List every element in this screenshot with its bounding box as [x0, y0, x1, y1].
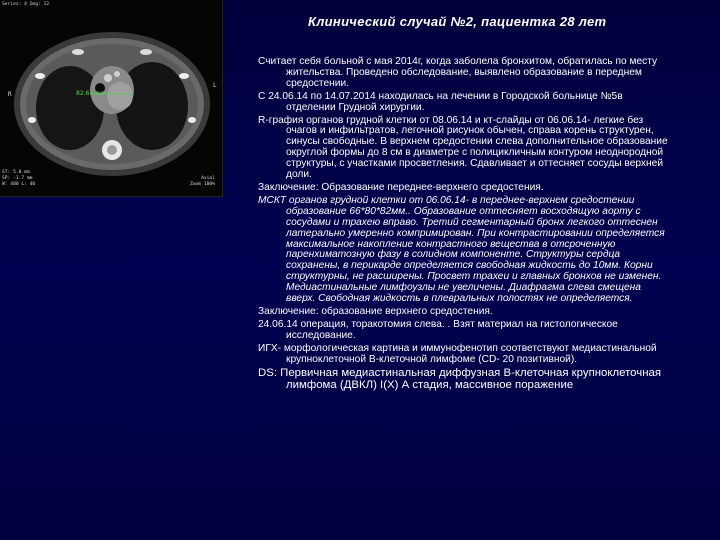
xray-paragraph: R-графия органов грудной клетки от 08.06.14 и кт-слайды от 06.06.14- легкие без очагов и инфильтратов, легочной рисунок обычен, справа корень структурен, синусы свободные. В верхнем средостении слева дополнительное образование округлой формы до 8 см в диаметре с полицикличным контуром неоднородной структуры, с участками просветления. Сдавливает и оттесняет сосуды верхней доли.	[258, 114, 668, 181]
ct-scan-drawing	[0, 0, 222, 196]
msct-paragraph: МСКТ органов грудной клетки от 06.06.14- в переднее-верхнем средостении образование 66*80*82мм.. Образование оттесняет восходящую аорту с сосудами и трахею вправо. Третий сегментарный бронх легкого оттеснен латерально умеренно компримирован. При контрастировании определяется максимальное накопление контрастного вещества в отсроченную паренхиматозную фазу в солидном компоненте. Структуры сердца сохранены, в перикарде определяется свободная жидкость до 10мм. Корни структурны, не расширены. Просвет трахеи и главных бронхов не изменен. Медиастинальные лимфоузлы не увеличены. Диафрагма слева смещена вверх. Свободная жидкость в плевральных полостях не определяется.	[258, 194, 665, 305]
ct-scan-image	[0, 0, 223, 197]
history-paragraph: Считает себя больной с мая 2014г, когда заболела бронхитом, обратилась по месту жительства. Проведено обследование, выявлено образование в переднем средостении.	[258, 56, 658, 89]
ct-measure-label: 82.64 mm	[76, 90, 107, 97]
surgery-paragraph: 24.06.14 операция, торакотомия слева. . Взят материал на гистологическое исследование.	[258, 318, 618, 341]
ct-marker-right: L	[213, 82, 217, 89]
slide-title: Клинический случай №2, пациентка 28 лет	[308, 14, 607, 29]
ct-marker-left: R	[8, 91, 12, 98]
conclusion-1: Заключение: Образование переднее-верхнего средостения.	[258, 181, 544, 193]
ct-info-top-left: Series: 4 Img: 12	[2, 2, 50, 7]
ct-info-bottom-right: Axial Zoom 100%	[190, 176, 215, 187]
conclusion-2: Заключение: образование верхнего средостения.	[258, 305, 493, 317]
ct-info-bottom-left: ST: 5.0 mm SP: -1.7 mm W: 400 L: 40	[2, 170, 36, 187]
diagnosis-paragraph: DS: Первичная медиастинальная диффузная В-клеточная крупноклеточная лимфома (ДВКЛ) I(X) А стадия, массивное поражение	[258, 367, 661, 392]
case-description	[258, 57, 668, 393]
ihc-paragraph: ИГХ- морфологическая картина и иммунофенотип соответствуют медиастинальной крупноклеточной В-клеточной лимфоме (CD- 20 позитивной).	[258, 342, 657, 365]
hospital-paragraph: С 24.06.14 по 14.07.2014 находилась на лечении в Городской больнице №5в отделении Грудной хирургии.	[258, 90, 623, 113]
